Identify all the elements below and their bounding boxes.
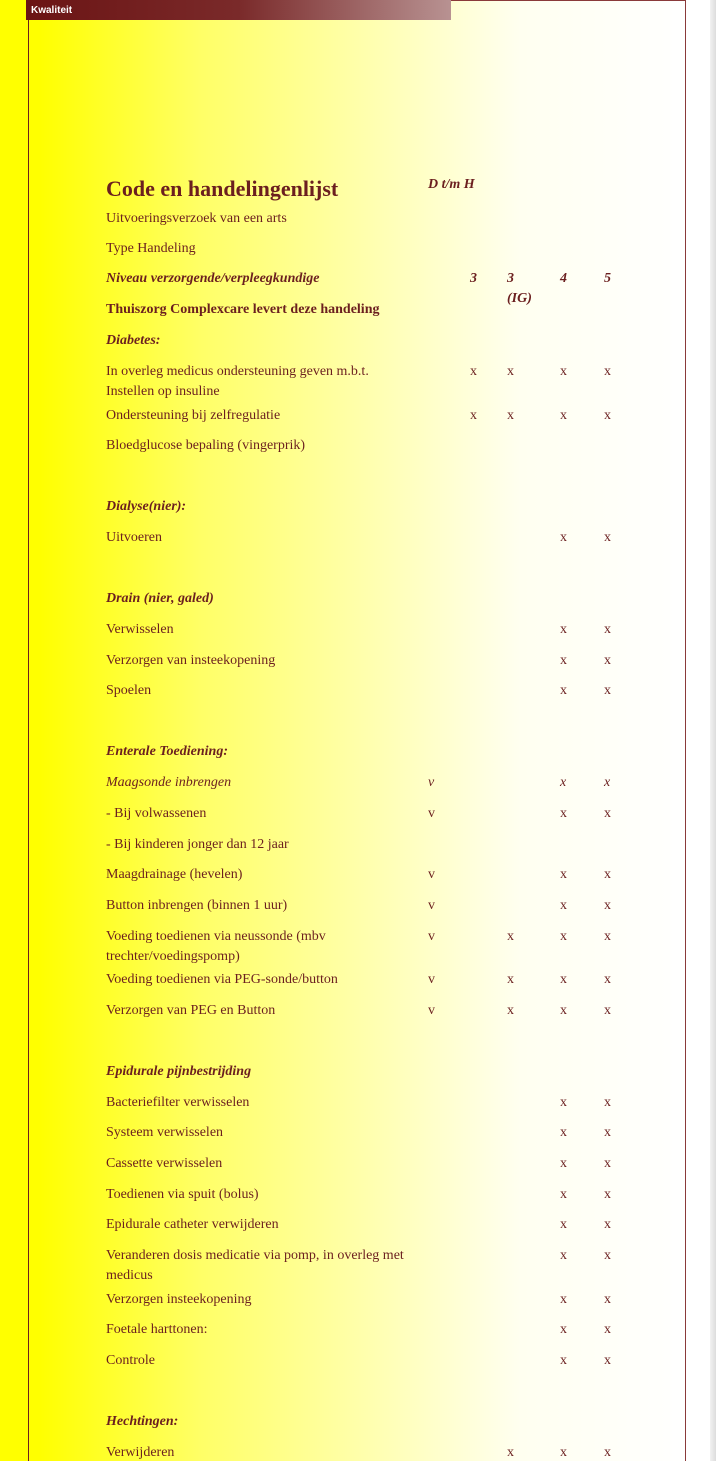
cell-n5: x — [604, 1095, 611, 1110]
handeling-label: Toedienen via spuit (bolus) — [106, 1187, 259, 1202]
handeling-label: Spoelen — [106, 683, 152, 698]
cell-n5: x — [604, 972, 611, 987]
level-4: 4 — [560, 271, 567, 286]
column-header-d-t-m-h: D t/m H — [428, 177, 475, 192]
handeling-label: Maagsonde inbrengen — [106, 775, 232, 790]
handeling-label: Verzorgen van PEG en Button — [106, 1003, 276, 1018]
cell-n4: x — [560, 530, 567, 545]
tab-kwaliteit[interactable]: Kwaliteit — [26, 0, 451, 20]
cell-n5: x — [604, 1445, 611, 1460]
cell-ig: x — [507, 972, 514, 987]
cell-n5: x — [604, 1187, 611, 1202]
cell-n4: x — [560, 898, 567, 913]
cell-n4: x — [560, 867, 567, 882]
cell-n4: x — [560, 1353, 567, 1368]
cell-n4: x — [560, 408, 567, 423]
cell-n3: x — [470, 364, 477, 379]
handeling-label: Ondersteuning bij zelfregulatie — [106, 408, 281, 423]
cell-n5: x — [604, 1217, 611, 1232]
cell-d: v — [428, 775, 435, 790]
cell-n4: x — [560, 972, 567, 987]
cell-n4: x — [560, 622, 567, 637]
cell-n5: x — [604, 898, 611, 913]
cell-n4: x — [560, 1292, 567, 1307]
cell-ig: x — [507, 1445, 514, 1460]
section-title: Hechtingen: — [106, 1414, 179, 1429]
intro-label: Uitvoeringsverzoek van een arts — [106, 211, 287, 226]
cell-n4: x — [560, 1322, 567, 1337]
intro-label: Type Handeling — [106, 241, 196, 256]
cell-n5: x — [604, 1125, 611, 1140]
handeling-label: Verzorgen insteekopening — [106, 1292, 252, 1307]
cell-n5: x — [604, 1322, 611, 1337]
handeling-label: Button inbrengen (binnen 1 uur) — [106, 898, 288, 913]
handeling-label: Verwisselen — [106, 622, 174, 637]
cell-ig: x — [507, 408, 514, 423]
handeling-label: - Bij kinderen jonger dan 12 jaar — [106, 837, 289, 852]
handeling-label: Foetale harttonen: — [106, 1322, 208, 1337]
cell-n4: x — [560, 1095, 567, 1110]
handeling-label: Veranderen dosis medicatie via pomp, in overleg met medicus — [106, 1248, 404, 1283]
cell-d: v — [428, 806, 435, 821]
cell-n4: x — [560, 929, 567, 944]
cell-d: v — [428, 1003, 435, 1018]
handeling-label: Voeding toedienen via PEG-sonde/button — [106, 972, 338, 987]
handeling-label: Controle — [106, 1353, 155, 1368]
provider-label: Thuiszorg Complexcare levert deze handeling — [106, 302, 380, 317]
handeling-label: Verwijderen — [106, 1445, 175, 1460]
handeling-label: Bloedglucose bepaling (vingerprik) — [106, 438, 306, 453]
cell-n5: x — [604, 1003, 611, 1018]
cell-n4: x — [560, 1125, 567, 1140]
cell-n5: x — [604, 1156, 611, 1171]
cell-ig: x — [507, 1003, 514, 1018]
cell-n5: x — [604, 622, 611, 637]
level-label: Niveau verzorgende/verpleegkundige — [106, 271, 320, 286]
handeling-label: In overleg medicus ondersteuning geven m.b.t. Instellen op insuline — [106, 364, 369, 399]
page-title: Code en handelingenlijst — [106, 176, 339, 201]
section-title: Diabetes: — [106, 333, 161, 348]
level-3: 3 — [470, 271, 477, 286]
cell-n5: x — [604, 775, 611, 790]
cell-d: v — [428, 867, 435, 882]
cell-n4: x — [560, 653, 567, 668]
cell-n4: x — [560, 1217, 567, 1232]
cell-n5: x — [604, 408, 611, 423]
cell-n4: x — [560, 364, 567, 379]
cell-n4: x — [560, 1445, 567, 1460]
section-title: Epidurale pijnbestrijding — [106, 1064, 252, 1079]
section-title: Enterale Toediening: — [106, 744, 228, 759]
cell-n5: x — [604, 867, 611, 882]
cell-n5: x — [604, 653, 611, 668]
handeling-label: Systeem verwisselen — [106, 1125, 224, 1140]
cell-n4: x — [560, 1156, 567, 1171]
cell-n5: x — [604, 929, 611, 944]
cell-n5: x — [604, 530, 611, 545]
level-3-ig: 3 (IG) — [507, 271, 532, 306]
section-title: Drain (nier, galed) — [106, 591, 214, 606]
section-title: Dialyse(nier): — [106, 499, 187, 514]
handeling-label: Verzorgen van insteekopening — [106, 653, 276, 668]
cell-d: v — [428, 898, 435, 913]
handeling-label: Maagdrainage (hevelen) — [106, 867, 243, 882]
handeling-label: Cassette verwisselen — [106, 1156, 223, 1171]
cell-n4: x — [560, 1003, 567, 1018]
cell-ig: x — [507, 364, 514, 379]
cell-n4: x — [560, 683, 567, 698]
cell-ig: x — [507, 929, 514, 944]
cell-n5: x — [604, 683, 611, 698]
cell-n5: x — [604, 806, 611, 821]
level-5: 5 — [604, 271, 611, 286]
cell-n4: x — [560, 806, 567, 821]
cell-d: v — [428, 972, 435, 987]
cell-n5: x — [604, 1292, 611, 1307]
handeling-label: Voeding toedienen via neussonde (mbv trechter/voedingspomp) — [106, 929, 326, 964]
cell-n3: x — [470, 408, 477, 423]
cell-n5: x — [604, 1248, 611, 1263]
cell-d: v — [428, 929, 435, 944]
handeling-label: Bacteriefilter verwisselen — [106, 1095, 250, 1110]
cell-n4: x — [560, 1187, 567, 1202]
handeling-label: Epidurale catheter verwijderen — [106, 1217, 279, 1232]
cell-n4: x — [560, 1248, 567, 1263]
cell-n5: x — [604, 1353, 611, 1368]
handeling-label: Uitvoeren — [106, 530, 162, 545]
cell-n5: x — [604, 364, 611, 379]
cell-n4: x — [560, 775, 567, 790]
handeling-label: - Bij volwassenen — [106, 806, 207, 821]
